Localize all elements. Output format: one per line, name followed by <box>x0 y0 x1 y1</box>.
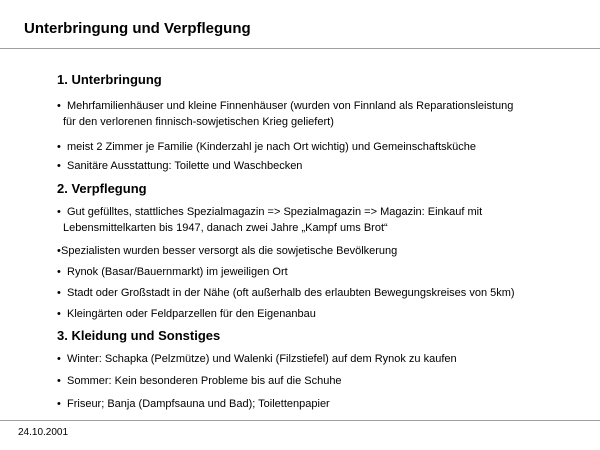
section-heading-verpflegung: 2. Verpflegung <box>57 181 147 196</box>
bullet-item <box>57 306 587 322</box>
bullet-text: Rynok (Basar/Bauernmarkt) im jeweiligen Ort <box>67 266 288 278</box>
section-heading-kleidung: 3. Kleidung und Sonstiges <box>57 328 221 343</box>
bullet-item <box>57 98 587 130</box>
bullet-icon: • <box>57 398 61 410</box>
bullet-item <box>57 243 587 259</box>
bullet-text: Stadt oder Großstadt in der Nähe (oft außerhalb des erlaubten Bewegungskreises von 5km) <box>67 287 515 299</box>
bullet-text: Kleingärten oder Feldparzellen für den Eigenanbau <box>67 308 316 320</box>
bullet-item <box>57 373 587 389</box>
footer-divider <box>0 420 600 421</box>
bullet-text: Friseur; Banja (Dampfsauna und Bad); Toilettenpapier <box>67 398 330 410</box>
bullet-text: Sanitäre Ausstattung: Toilette und Waschbecken <box>67 160 303 172</box>
bullet-text: Gut gefülltes, stattliches Spezialmagazin => Spezialmagazin => Magazin: Einkauf mit <box>67 206 483 218</box>
bullet-icon: • <box>57 266 61 278</box>
bullet-icon: • <box>57 287 61 299</box>
title-divider <box>0 48 600 49</box>
bullet-item <box>57 285 587 301</box>
bullet-icon: • <box>57 160 61 172</box>
bullet-text: Mehrfamilienhäuser und kleine Finnenhäuser (wurden von Finnland als Reparationsleistung <box>67 100 514 112</box>
bullet-text: Winter: Schapka (Pelzmütze) und Walenki (Filzstiefel) auf dem Rynok zu kaufen <box>67 353 457 365</box>
bullet-text: Spezialisten wurden besser versorgt als die sowjetische Bevölkerung <box>61 245 398 257</box>
bullet-icon: • <box>57 100 61 112</box>
bullet-item <box>57 351 587 367</box>
section-heading-unterbringung: 1. Unterbringung <box>57 72 162 87</box>
bullet-item <box>57 158 587 174</box>
bullet-text: Sommer: Kein besonderen Probleme bis auf die Schuhe <box>67 375 342 387</box>
bullet-item <box>57 139 587 155</box>
bullet-text: meist 2 Zimmer je Familie (Kinderzahl je nach Ort wichtig) und Gemeinschaftsküche <box>67 141 476 153</box>
bullet-icon: • <box>57 375 61 387</box>
bullet-icon: • <box>57 206 61 218</box>
bullet-icon: • <box>57 308 61 320</box>
bullet-item <box>57 396 587 412</box>
bullet-icon: • <box>57 245 61 257</box>
bullet-icon: • <box>57 353 61 365</box>
bullet-text-continuation: für den verlorenen finnisch-sowjetischen Krieg geliefert) <box>63 116 334 128</box>
bullet-icon: • <box>57 141 61 153</box>
slide-title: Unterbringung und Verpflegung <box>24 20 251 37</box>
bullet-item <box>57 264 587 280</box>
bullet-text-continuation: Lebensmittelkarten bis 1947, danach zwei Jahre „Kampf ums Brot“ <box>63 222 388 234</box>
bullet-item <box>57 204 587 236</box>
footer-date: 24.10.2001 <box>18 427 69 438</box>
